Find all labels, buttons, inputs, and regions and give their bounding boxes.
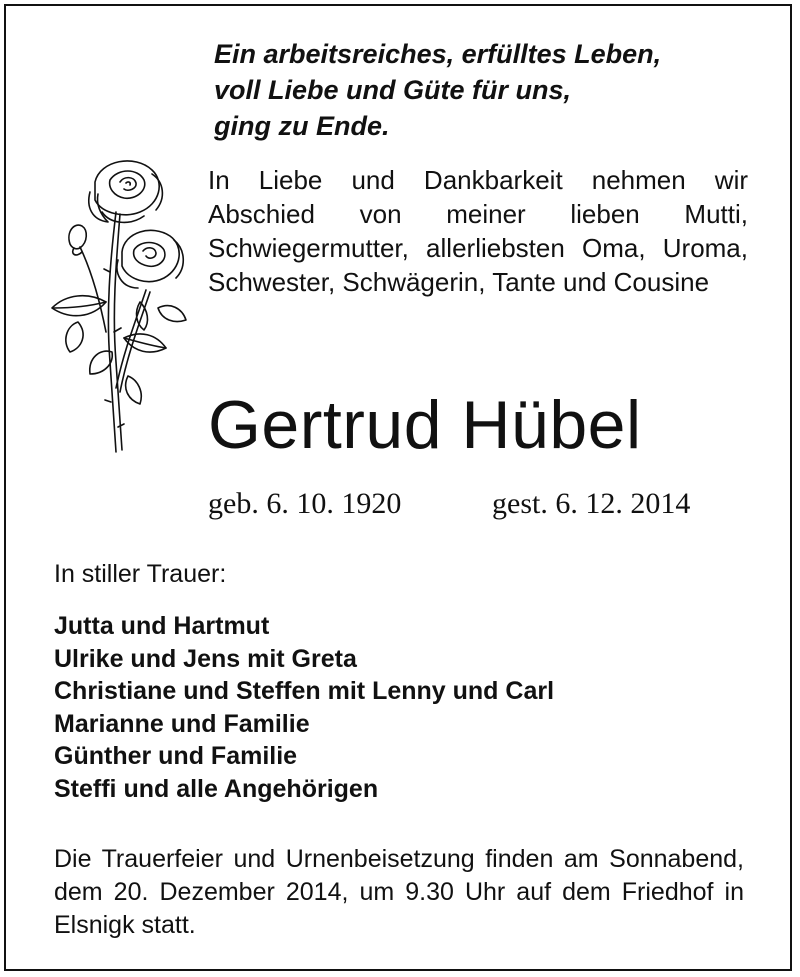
motto <box>214 36 774 144</box>
motto-line-3: ging zu Ende. <box>214 111 390 141</box>
roses-icon <box>40 152 190 462</box>
mourner-line: Günther und Familie <box>54 742 298 770</box>
motto-line-1: Ein arbeitsreiches, erfülltes Leben, <box>214 39 662 69</box>
deceased-name: Gertrud Hübel <box>208 387 642 463</box>
mourner-line: Ulrike und Jens mit Greta <box>54 644 357 673</box>
mourners-list <box>54 610 754 805</box>
mourner-line: Jutta und Hartmut <box>54 612 270 640</box>
death-date: gest. 6. 12. 2014 <box>492 487 691 520</box>
mourner-line: Marianne und Familie <box>54 709 310 738</box>
intro-text: In Liebe und Dankbarkeit nehmen wir Abschied von meiner lieben Mutti, Schwiegermutter, allerliebsten Oma, Uroma, Schwester, Schwägerin, Tante und Cousine <box>208 165 748 297</box>
motto-line-2: voll Liebe und Güte für uns, <box>214 75 572 105</box>
mourning-label: In stiller Trauer: <box>54 560 227 588</box>
funeral-notice: Die Trauerfeier und Urnenbeisetzung finden am Sonnabend, dem 20. Dezember 2014, um 9.30 Uhr auf dem Friedhof in Elsnigk statt. <box>54 845 744 939</box>
birth-date: geb. 6. 10. 1920 <box>208 487 402 520</box>
mourner-line: Christiane und Steffen mit Lenny und Carl <box>54 677 555 705</box>
mourner-line: Steffi und alle Angehörigen <box>54 774 379 803</box>
